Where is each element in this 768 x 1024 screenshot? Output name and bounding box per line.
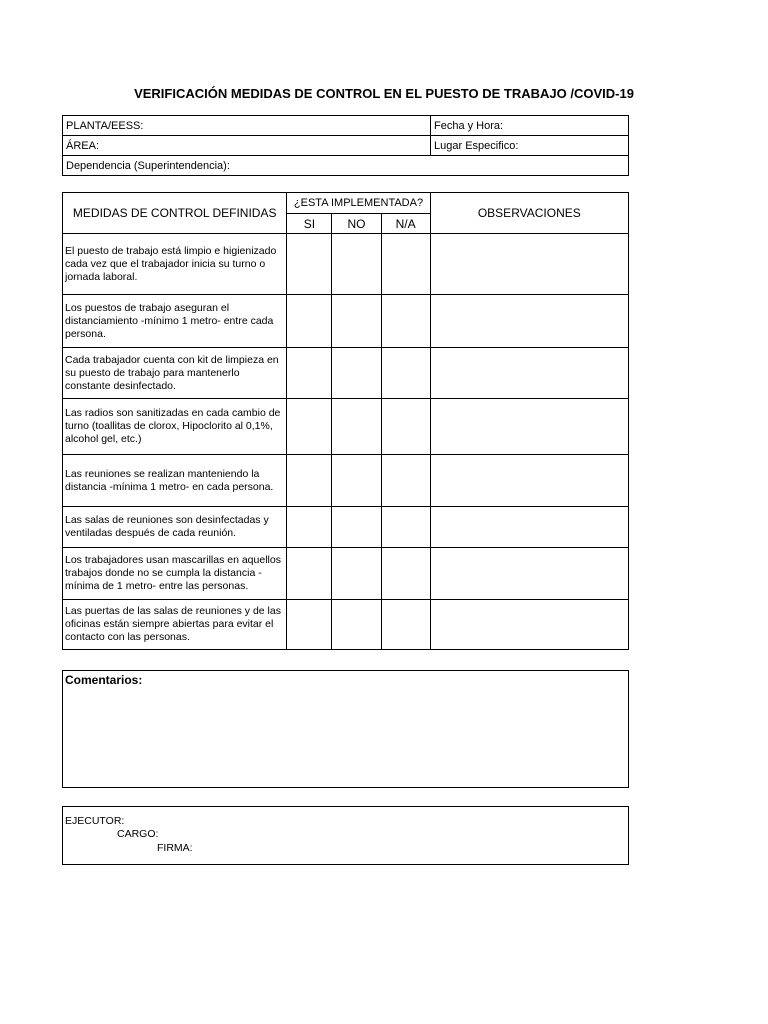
table-row	[63, 507, 629, 548]
si-cell[interactable]	[287, 295, 332, 348]
no-cell[interactable]	[332, 548, 381, 600]
na-cell[interactable]	[381, 399, 430, 455]
na-cell[interactable]	[381, 348, 430, 399]
na-cell[interactable]	[381, 234, 430, 295]
planta-cell[interactable]: PLANTA/EESS:	[63, 116, 431, 136]
si-cell[interactable]	[287, 507, 332, 548]
no-header: NO	[332, 214, 381, 234]
observation-cell[interactable]	[430, 455, 628, 507]
info-table	[62, 115, 629, 176]
measure-text: Las reuniones se realizan manteniendo la distancia -mínima 1 metro- en cada persona.	[63, 455, 287, 507]
dependencia-cell[interactable]: Dependencia (Superintendencia):	[63, 156, 629, 176]
measure-text: Los trabajadores usan mascarillas en aquellos trabajos donde no se cumpla la distancia -mínima de 1 metro- entre las personas.	[63, 548, 287, 600]
observations-header: OBSERVACIONES	[430, 193, 628, 234]
observation-cell[interactable]	[430, 548, 628, 600]
na-cell[interactable]	[381, 455, 430, 507]
no-cell[interactable]	[332, 234, 381, 295]
table-row	[63, 548, 629, 600]
observation-cell[interactable]	[430, 234, 628, 295]
fecha-cell[interactable]: Fecha y Hora:	[431, 116, 629, 136]
na-header: N/A	[381, 214, 430, 234]
observation-cell[interactable]	[430, 600, 628, 650]
no-cell[interactable]	[332, 348, 381, 399]
table-row	[63, 234, 629, 295]
table-row	[63, 348, 629, 399]
measure-text: Las radios son sanitizadas en cada cambio de turno (toallitas de clorox, Hipoclorito al 0,1%, alcohol gel, etc.)	[63, 399, 287, 455]
firma-label: FIRMA:	[157, 842, 193, 854]
no-cell[interactable]	[332, 295, 381, 348]
si-cell[interactable]	[287, 548, 332, 600]
observation-cell[interactable]	[430, 295, 628, 348]
table-row	[63, 600, 629, 650]
measure-text: El puesto de trabajo está limpio e higienizado cada vez que el trabajador inicia su turno o jornada laboral.	[63, 234, 287, 295]
document-title: VERIFICACIÓN MEDIDAS DE CONTROL EN EL PUESTO DE TRABAJO /COVID-19	[134, 86, 634, 101]
measures-header: MEDIDAS DE CONTROL DEFINIDAS	[63, 193, 287, 234]
observation-cell[interactable]	[430, 507, 628, 548]
si-cell[interactable]	[287, 600, 332, 650]
na-cell[interactable]	[381, 548, 430, 600]
area-cell[interactable]: ÁREA:	[63, 136, 431, 156]
signers-box	[62, 806, 629, 865]
si-cell[interactable]	[287, 348, 332, 399]
si-cell[interactable]	[287, 234, 332, 295]
si-cell[interactable]	[287, 399, 332, 455]
comments-label: Comentarios:	[65, 673, 143, 687]
observation-cell[interactable]	[430, 348, 628, 399]
si-header: SI	[287, 214, 332, 234]
no-cell[interactable]	[332, 455, 381, 507]
table-row	[63, 455, 629, 507]
cargo-label: CARGO:	[117, 828, 159, 840]
measure-text: Los puestos de trabajo aseguran el distanciamiento -mínimo 1 metro- entre cada persona.	[63, 295, 287, 348]
measure-text: Cada trabajador cuenta con kit de limpieza en su puesto de trabajo para mantenerlo constante desinfectado.	[63, 348, 287, 399]
ejecutor-label: EJECUTOR:	[65, 815, 125, 827]
observation-cell[interactable]	[430, 399, 628, 455]
table-row	[63, 399, 629, 455]
no-cell[interactable]	[332, 600, 381, 650]
na-cell[interactable]	[381, 295, 430, 348]
si-cell[interactable]	[287, 455, 332, 507]
no-cell[interactable]	[332, 399, 381, 455]
table-row	[63, 295, 629, 348]
lugar-cell[interactable]: Lugar Especifico:	[431, 136, 629, 156]
comments-box[interactable]	[62, 670, 629, 788]
measure-text: Las salas de reuniones son desinfectadas y ventiladas después de cada reunión.	[63, 507, 287, 548]
no-cell[interactable]	[332, 507, 381, 548]
implemented-header: ¿ESTA IMPLEMENTADA?	[287, 193, 430, 214]
na-cell[interactable]	[381, 600, 430, 650]
checklist-table	[62, 192, 629, 650]
na-cell[interactable]	[381, 507, 430, 548]
measure-text: Las puertas de las salas de reuniones y de las oficinas están siempre abiertas para evitar el contacto con las personas.	[63, 600, 287, 650]
